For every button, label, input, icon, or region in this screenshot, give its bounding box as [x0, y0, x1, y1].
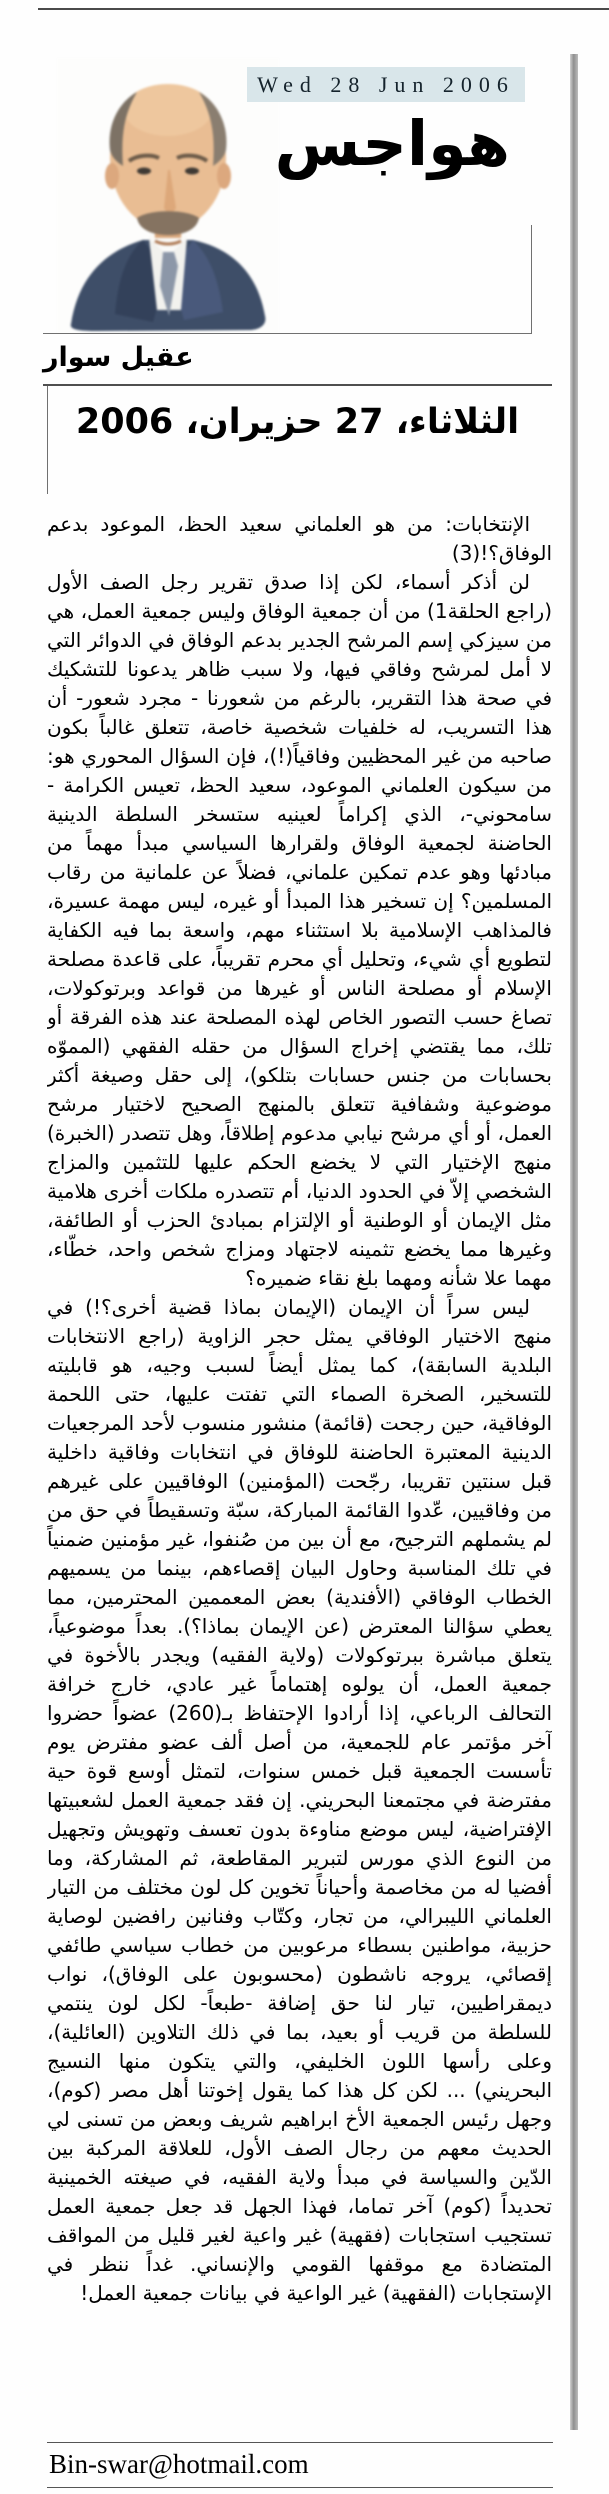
article-date-heading-box — [43, 384, 552, 506]
heading-box-left-edge — [47, 386, 48, 494]
right-column-rule — [570, 54, 578, 2430]
article-date-heading: الثلاثاء، 27 حزيران، 2006 — [75, 402, 520, 442]
top-divider — [38, 8, 609, 10]
header-frame-right — [531, 225, 532, 333]
contact-email: Bin-swar@hotmail.com — [49, 2449, 309, 2479]
article-body — [47, 510, 552, 2428]
author-portrait-graphic — [57, 58, 279, 333]
article-paragraph: لن أذكر أسماء، لكن إذا صدق تقرير رجل الصف الأول (راجع الحلقة1) من أن جمعية الوفاق وليس جمعية العمل، هي من سيزكي إسم المرشح الجدير بدعم الوفاق في الدوائر التي لا أمل لمرشح وفاقي فيها، ولا سبب ظاهر يدعونا للتشكيك في صحة هذا التقرير، بالرغم من شعورنا - مجرد شعور- أن هذا التسريب، له خلفيات شخصية خاصة، تتعلق غالباً بكون صاحبه من غير المحظيين وفاقياً(!)، فإن السؤال المحوري هو: من سيكون العلماني الموعود، سعيد الحظ، تعيس الكرامة - سامحوني-، الذي إكراماً لعينيه ستسخر السلطة الدينية الحاضنة لجمعية الوفاق ولقرارها السياسي مبدأ مهماً من مبادئها وهو عدم تمكين علماني، فضلاً عن علمانية من رقاب المسلمين؟ إن تسخير هذا المبدأ أو غيره، ليس مهمة عسيرة، فالمذاهب الإسلامية بلا استثناء مهم، واسعة بما فيه الكفاية لتطويع أي شيء، وتحليل أي محرم تقريباً، على قاعدة مصلحة الإسلام أو مصلحة الناس أو غيرها من قواعد وبرتوكولات، تصاغ حسب التصور الخاص لهذه المصلحة عند هذه الفرقة أو تلك، مما يقتضي إخراج السؤال من حقله الفقهي (المموّه بحسابات من جنس حسابات بتلكو)، إلى حقل وصيغة أكثر موضوعية وشفافية تتعلق بالمنهج الصحيح لاختيار مرشح العمل، أو أي مرشح نيابي مدعوم إطلاقاً، وهل تتصدر (الخبرة) منهج الإختيار التي لا يخضع الحكم عليها للتثمين والمزاج الشخصي إلاّ في الحدود الدنيا، أم تتصدره ملكات أخرى هلامية مثل الإيمان أو الوطنية أو الإلتزام بمبادئ الحزب أو الطائفة، وغيرها مما يخضع تثمينه لاجتهاد ومزاج شخص واحد، خطّاء، مهما علا شأنه ومهما بلغ نقاء ضميره؟ — [47, 570, 552, 1290]
column-title: هواجس — [274, 107, 510, 180]
author-name: عقيل سوار — [43, 342, 194, 373]
article-paragraph: ليس سراً أن الإيمان (الإيمان بماذا قضية أخرى؟!) في منهج الاختيار الوفاقي يمثل حجر الزاوية (راجع الانتخابات البلدية السابقة)، كما يمثل أيضاً لسبب وجيه، هو قابليته للتسخير، الصخرة الصماء التي تفتت عليها، حتى اللحمة الوفاقية، حين رجحت (قائمة) منشور منسوب لأحد المرجعيات الدينية المعتبرة الحاضنة للوفاق في انتخابات وفاقية داخلية قبل سنتين تقريبا، رجّحت (المؤمنين) الوفاقيين على غيرهم من وفاقيين، عّدوا القائمة المباركة، سبّة وتسقيطاً في حق من لم يشملهم الترجيح، مع أن بين من صُنفوا، غير مؤمنين ضمنياً في تلك المناسبة وحاول البيان إقصاءهم، بينما من يسميهم الخطاب الوفاقي (الأفندية) بعض المعممين المحترمين، مما يعطي سؤالنا المعترض (عن الإيمان بماذا؟). بعداً موضوعياً، يتعلق مباشرة ببرتوكولات (ولاية الفقيه) ويجدر بالأخوة في جمعية العمل، أن يولوه إهتماماً غير عادي، خارج خرافة التحالف الرباعي، إذا أرادوا الإحتفاظ بـ(260) عضواً حضروا آخر مؤتمر عام للجمعية، من أصل ألف عضو مفترض يوم تأسست الجمعية قبل خمس سنوات، لتمثل أوسع قوة حية مفترضة في مجتمعنا البحريني. إن فقد جمعية العمل لشعبيتها الإفتراضية، ليس موضع مناوءة بدون تعسف وتهويش وتجهيل من النوع الذي مورس لتبرير المقاطعة، ثم المشاركة، وما أفضيا له من مخاصمة وأحياناً تخوين كل لون مختلف من التيار العلماني الليبرالي، من تجار، وكتّاب وفنانين رافضين لوصاية حزبية، مواطنين بسطاء مرعوبين من خطاب سياسي طائفي إقصائي، يروجه ناشطون (محسوبون على الوفاق)، نواب ديمقراطيين، تيار لنا حق إضافة -طبعاً- لكل لون ينتمي للسلطة من قريب أو بعيد، بما في ذلك التلاوين (العائلية)، وعلى رأسها اللون الخليفي، والتي يتكون منها النسيج البحريني) ... لكن كل هذا كما يقول إخوتنا أهل مصر (كوم)، وجهل رئيس الجمعية الأخ ابراهيم شريف وبعض من تسنى لي الحديث معهم من رجال الصف الأول، للعلاقة المركبة بين الدّين والسياسة في مبدأ ولاية الفقيه، في صيغته الخمينية تحديداً (كوم) آخر تماما، فهذا الجهل قد جعل جمعية العمل تستجيب استجابات (فقهية) غير واعية لغير قليل من المواقف المتضادة مع موقفها القومي والإنساني. غداً ننظر في الإستجابات (الفقهية) غير الواعية في بيانات جمعية العمل! — [47, 1295, 552, 2305]
footer-divider-bottom — [47, 2487, 553, 2488]
article-paragraph: الإنتخابات: من هو العلماني سعيد الحظ، الموعود بدعم الوفاق؟!(3) — [47, 512, 552, 565]
footer — [47, 2442, 553, 2488]
author-photo — [57, 58, 279, 333]
header-frame-bottom — [43, 333, 532, 334]
date-banner: Wed 28 Jun 2006 — [247, 67, 525, 102]
